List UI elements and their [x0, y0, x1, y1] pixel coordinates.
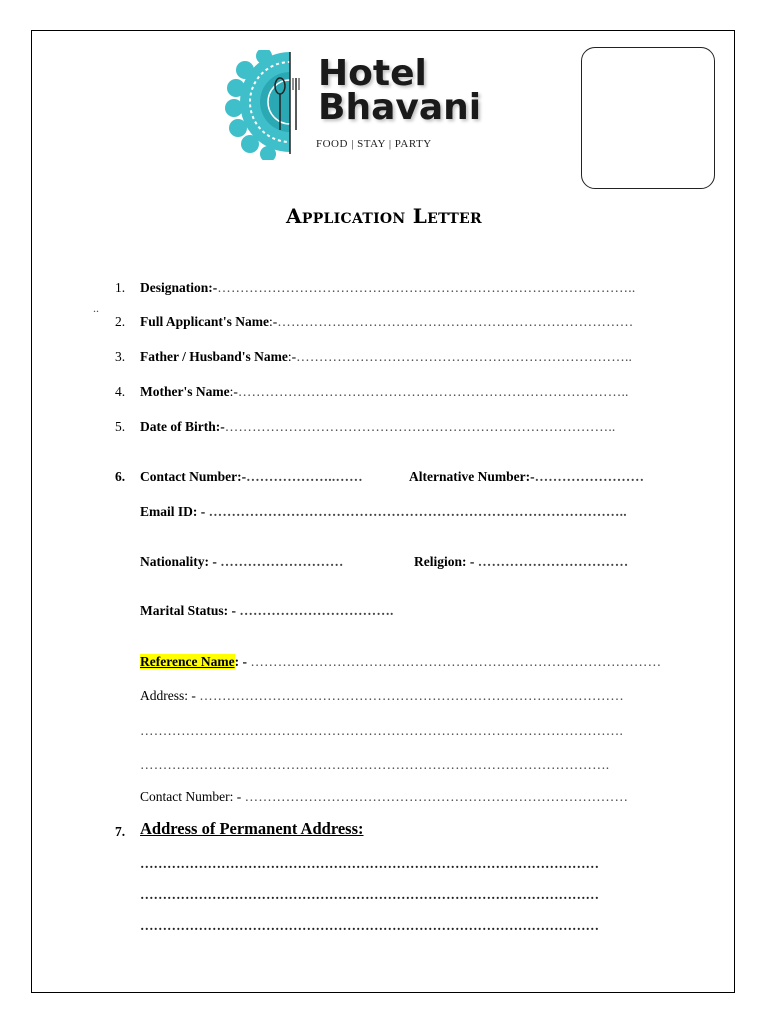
- logo-title-line2: Bhavani: [318, 87, 482, 128]
- field-label: Designation:-: [140, 280, 218, 295]
- field-religion[interactable]: [414, 553, 628, 571]
- field-dots: ………………………: [220, 554, 344, 569]
- field-dots: ……………………………: [477, 554, 629, 569]
- field-number: 1.: [115, 280, 126, 295]
- logo-title-line1: Hotel: [318, 53, 427, 94]
- field-label: Address: -: [140, 688, 196, 703]
- field-alternative-number[interactable]: [409, 468, 644, 486]
- field-contact-number[interactable]: [140, 468, 363, 486]
- field-marital-status[interactable]: [140, 602, 394, 620]
- page-title: Application Letter: [286, 204, 482, 228]
- field-label: Contact Number: -: [140, 789, 242, 804]
- field-dots: ………………..……: [246, 469, 363, 484]
- section-permanent-address-title: Address of Permanent Address:: [140, 819, 364, 838]
- field-label: Alternative Number:-: [409, 469, 535, 484]
- permanent-address-line[interactable]: …………………………………………………………………………………………: [140, 887, 599, 902]
- field-dots: ………………………………………………………………..: [296, 349, 633, 364]
- mandala-icon: [210, 50, 310, 160]
- field-number: 6.: [115, 469, 126, 484]
- field-dots: …………………………………………………………………………..: [224, 419, 616, 434]
- field-reference-name[interactable]: [140, 653, 661, 671]
- field-reference-address[interactable]: [140, 687, 624, 705]
- field-dots: …………………………………………………………………………..: [237, 384, 629, 399]
- field-dots: ……………………: [534, 469, 645, 484]
- field-label: Marital Status: -: [140, 603, 236, 618]
- field-nationality[interactable]: [140, 553, 344, 571]
- field-reference-contact[interactable]: [140, 788, 628, 806]
- field-label: Nationality: -: [140, 554, 217, 569]
- hotel-logo: [210, 50, 560, 160]
- field-separator: :-: [287, 349, 297, 364]
- field-label: Contact Number:-: [140, 469, 247, 484]
- field-email[interactable]: [140, 503, 627, 521]
- field-date-of-birth[interactable]: [140, 418, 615, 436]
- field-designation[interactable]: [140, 279, 635, 297]
- field-label: Religion: -: [414, 554, 475, 569]
- field-separator: :-: [269, 314, 278, 329]
- field-reference-address-line[interactable]: ………………………………………………………………………………………….: [140, 757, 610, 772]
- field-dots: …………………………………………………………………………: [244, 789, 629, 804]
- field-label: Full Applicant's Name: [140, 314, 270, 329]
- field-label: Mother's Name: [140, 384, 230, 399]
- field-father-husband-name[interactable]: [140, 348, 632, 366]
- field-dots: ………………………………………………………………………………: [250, 654, 662, 669]
- permanent-address-line[interactable]: …………………………………………………………………………………………: [140, 856, 599, 871]
- field-label: Date of Birth:-: [140, 419, 225, 434]
- field-label: Email ID: -: [140, 504, 206, 519]
- field-reference-address-line[interactable]: …………………………………………………………………………………………….: [140, 723, 624, 738]
- field-label-highlighted: Reference Name: [140, 654, 235, 669]
- field-number: 4.: [115, 384, 126, 399]
- logo-tagline: FOOD | STAY | PARTY: [316, 138, 432, 150]
- field-label: Father / Husband's Name: [140, 349, 288, 364]
- field-number: 5.: [115, 419, 126, 434]
- field-dots: …………………………………………………………………………………: [199, 688, 624, 703]
- field-separator: :-: [229, 384, 238, 399]
- field-full-name[interactable]: [140, 313, 633, 331]
- field-dots: ………………………………………………………………………………..: [208, 504, 627, 519]
- field-dots: ……………………………………………………………………: [277, 314, 634, 329]
- photo-placeholder[interactable]: [581, 47, 715, 189]
- field-number: 3.: [115, 349, 126, 364]
- field-number: 2.: [115, 314, 126, 329]
- field-mother-name[interactable]: [140, 383, 629, 401]
- permanent-address-line[interactable]: …………………………………………………………………………………………: [140, 918, 599, 933]
- field-dots: ………………………………………………………………………………..: [217, 280, 636, 295]
- field-separator: : -: [234, 654, 247, 669]
- stray-mark: ..: [93, 301, 99, 315]
- field-number: 7.: [115, 824, 126, 839]
- field-dots: …………………………….: [239, 603, 394, 618]
